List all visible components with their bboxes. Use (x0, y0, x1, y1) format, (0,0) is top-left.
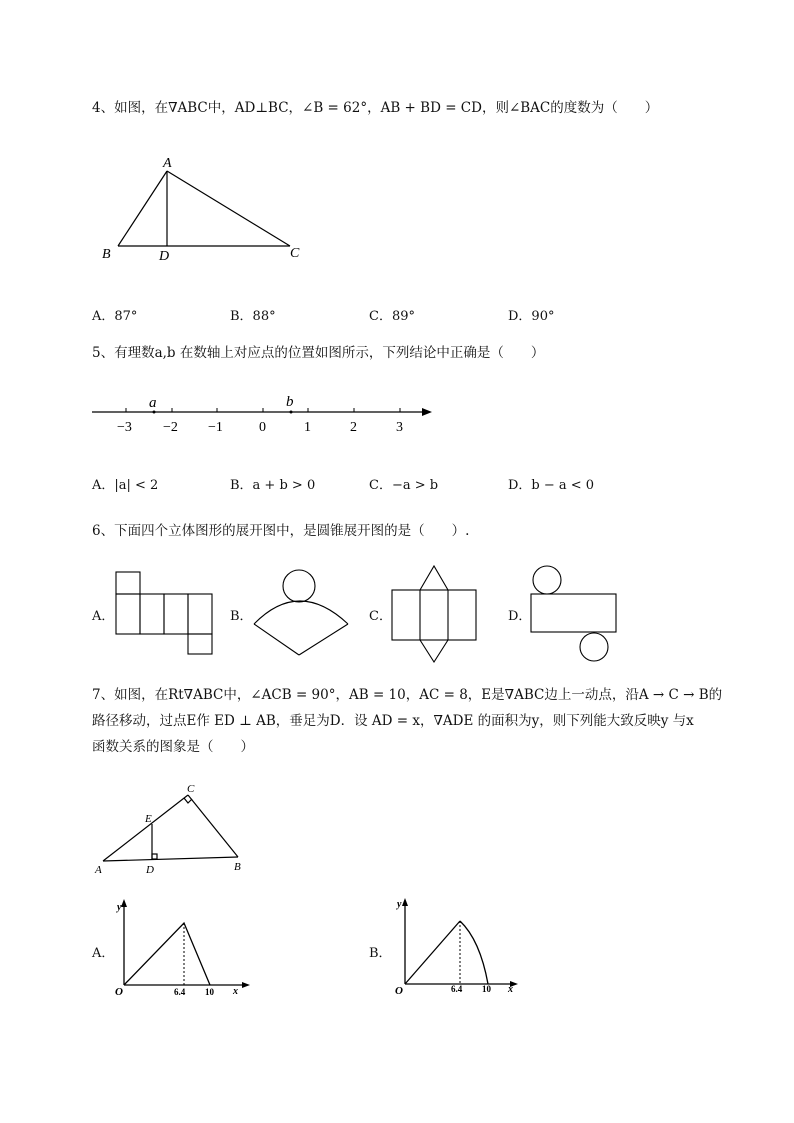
q5-tick: −2 (163, 420, 178, 435)
q5-tick: 0 (259, 420, 266, 435)
q6-option-d[interactable]: D． (508, 609, 532, 624)
q5-tick: 1 (304, 420, 311, 435)
q5-tick: −1 (208, 420, 223, 435)
q7-stem-line1: 7、如图，在Rt∇ABC中，∠ACB = 90°，AB = 10，AC = 8，E是∇ABC边上一动点，沿A → C → B的 (92, 687, 723, 703)
q4-stem: 4、如图，在∇ABC中，AD⊥BC，∠B = 62°，AB + BD = CD，则∠BAC的度数为（ ） (92, 100, 659, 116)
q5-tick: 2 (350, 420, 357, 435)
q4-label-d: D (159, 249, 170, 264)
q7-graph-b-origin: O (395, 985, 403, 997)
q5-point-a: a (149, 395, 157, 411)
q5-stem: 5、有理数a,b 在数轴上对应点的位置如图所示，下列结论中正确是（ ） (92, 345, 545, 361)
q5-tick: −3 (117, 420, 132, 435)
q7-option-b[interactable]: B． (369, 946, 392, 961)
q7-graph-a-x-label: x (233, 986, 238, 997)
q7-graph-b-x-label: x (508, 984, 513, 995)
q4-option-c[interactable]: C．89° (369, 309, 415, 324)
q4-triangle-figure (95, 150, 325, 270)
q5-option-d[interactable]: D．b − a < 0 (508, 478, 595, 493)
q7-label-c: C (187, 783, 195, 795)
q4-option-a[interactable]: A．87° (92, 309, 138, 324)
q6-stem: 6、下面四个立体图形的展开图中，是圆锥展开图的是（ ）. (92, 523, 470, 539)
q7-graph-a-origin: O (115, 986, 123, 998)
q7-graph-b-tick-end: 10 (482, 984, 491, 994)
q6-cone-net-figure (250, 566, 355, 661)
q5-point-b: b (286, 394, 294, 410)
q6-option-b[interactable]: B． (230, 609, 253, 624)
q7-graph-a-y-label: y (117, 902, 122, 913)
q4-label-b: B (102, 247, 111, 262)
q4-option-d[interactable]: D．90° (508, 309, 555, 324)
q6-net-a-figure (112, 568, 217, 660)
q7-stem-line2: 路径移动，过点E作 ED ⊥ AB，垂足为D．设 AD = x，∇ADE 的面积为y，则下列能大致反映y 与x (92, 713, 694, 729)
q4-option-b[interactable]: B．88° (230, 309, 276, 324)
q4-label-c: C (290, 246, 300, 261)
q5-option-b[interactable]: B．a + b > 0 (230, 478, 316, 493)
q6-option-a[interactable]: A． (92, 609, 115, 624)
q6-option-c[interactable]: C． (369, 609, 392, 624)
q7-stem-line3: 函数关系的图象是（ ） (92, 739, 254, 755)
q7-graph-a-tick-peak: 6.4 (174, 987, 186, 997)
q7-label-b: B (234, 861, 241, 873)
q7-label-d: D (146, 864, 154, 876)
q5-number-line (90, 388, 440, 438)
q5-option-c[interactable]: C．−a > b (369, 478, 439, 493)
q7-graph-b (388, 892, 528, 1000)
q7-graph-a-tick-end: 10 (205, 987, 214, 997)
q5-option-a[interactable]: A．|a| < 2 (92, 478, 159, 493)
q7-graph-a (110, 893, 255, 1001)
q7-option-a[interactable]: A． (92, 946, 115, 961)
q7-label-a: A (95, 864, 102, 876)
q7-label-e: E (145, 813, 152, 825)
q7-graph-b-tick-peak: 6.4 (451, 984, 463, 994)
q4-label-a: A (163, 156, 172, 171)
q6-cylinder-net-figure (527, 563, 622, 665)
q7-graph-b-y-label: y (397, 899, 402, 910)
q6-prism-net-figure (388, 562, 483, 666)
q5-tick: 3 (396, 420, 403, 435)
q7-triangle-figure (90, 778, 255, 878)
